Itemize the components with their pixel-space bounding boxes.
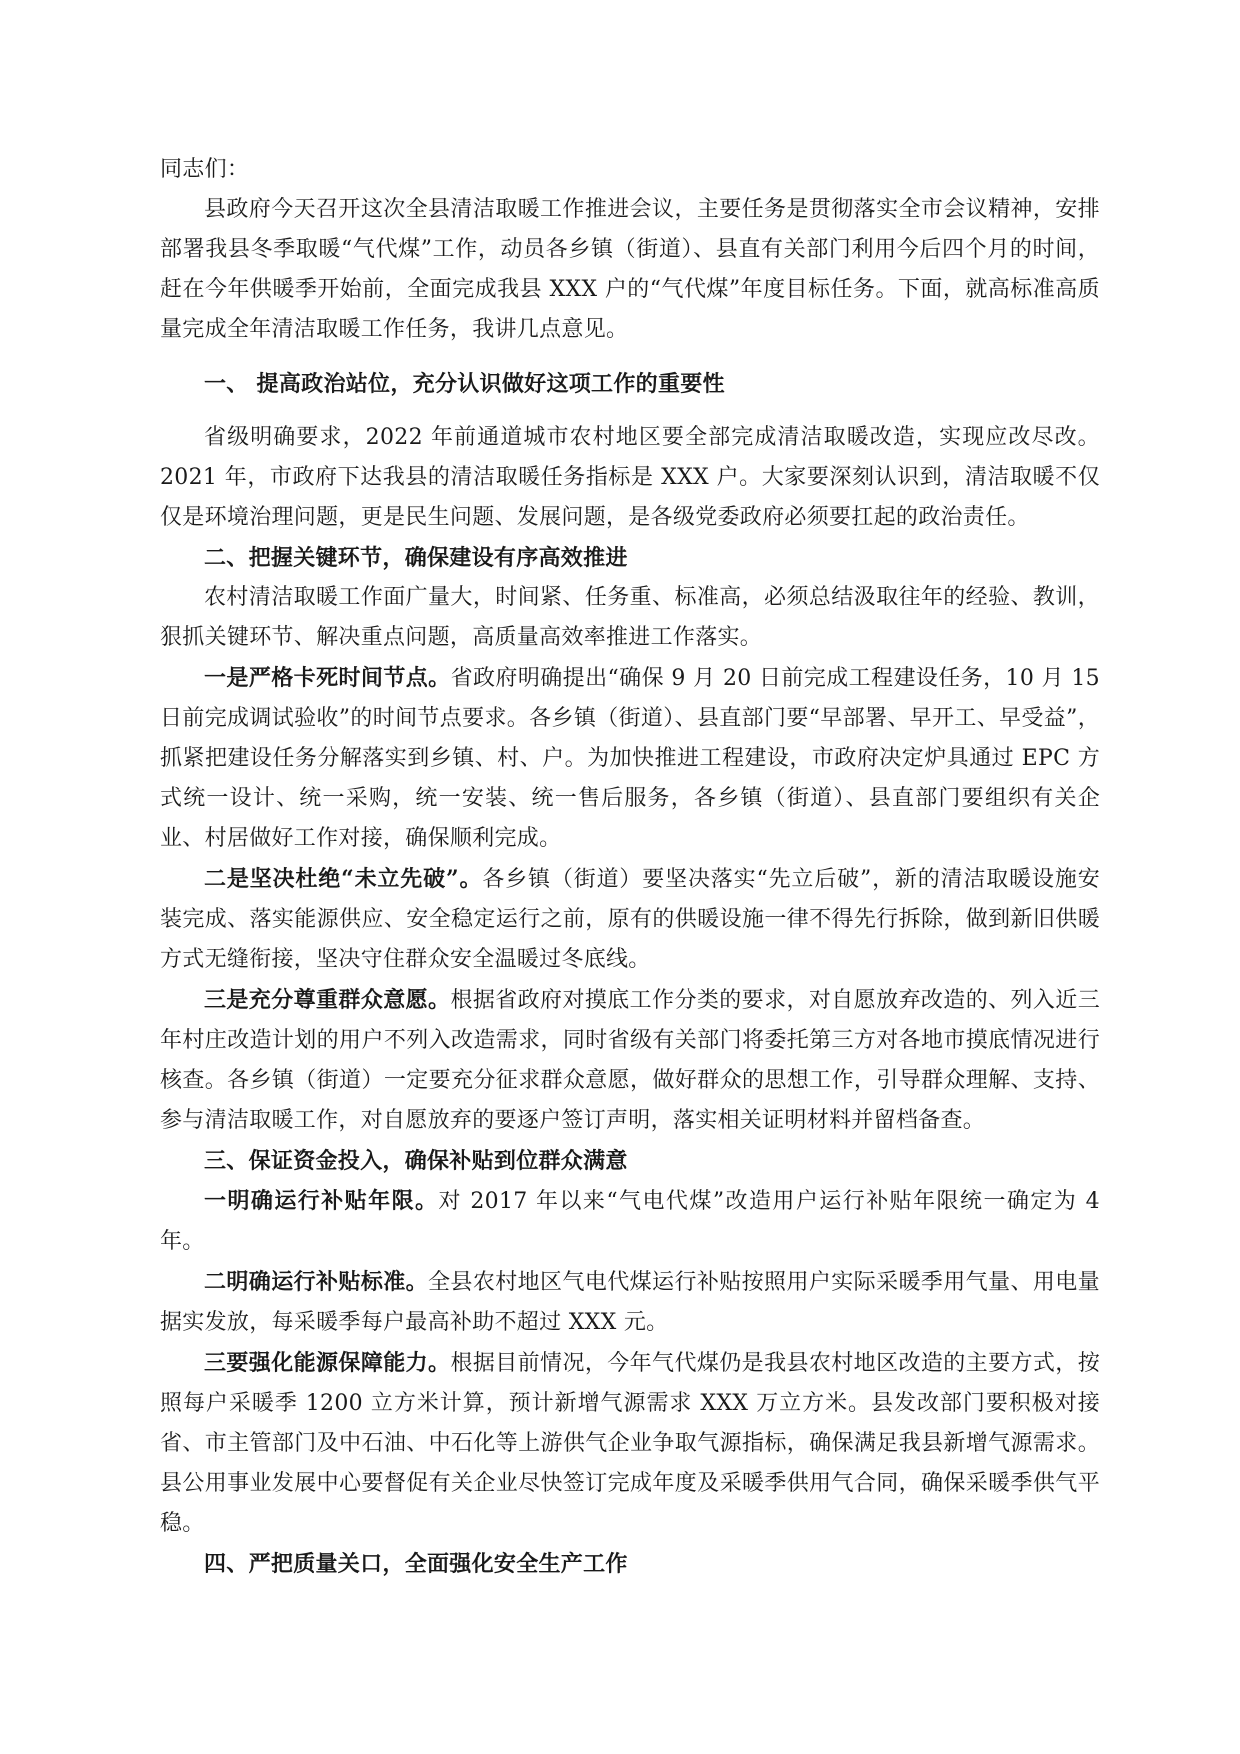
section-2-item-2 (160, 859, 1100, 980)
item-lead: 二是坚决杜绝“未立先破”。 (204, 866, 483, 892)
item-lead: 三是充分尊重群众意愿。 (204, 987, 451, 1013)
section-1-heading: 一、 提高政治站位，充分认识做好这项工作的重要性 (204, 371, 725, 397)
item-text: 对 2017 年以来“气电代煤”改造用户运行补贴年限统一确定为 4 年。 (160, 1189, 1100, 1254)
item-lead: 一明确运行补贴年限。 (204, 1188, 439, 1214)
section-3-item-3 (160, 1343, 1100, 1544)
section-1-paragraph: 省级明确要求，2022 年前通道城市农村地区要全部完成清洁取暖改造，实现应改尽改。2021 年，市政府下达我县的清洁取暖任务指标是 XXX 户。大家要深刻认识到，清洁取暖不仅仅是环境治理问题，更是民生问题、发展问题，是各级党委政府必须要扛起的政治责任。 (160, 425, 1100, 530)
item-lead: 二明确运行补贴标准。 (204, 1269, 429, 1295)
section-2-item-3 (160, 980, 1100, 1141)
section-3-item-1 (160, 1181, 1100, 1262)
item-text: 全县农村地区气电代煤运行补贴按照用户实际采暖季用气量、用电量据实发放，每采暖季每户最高补助不超过 XXX 元。 (160, 1270, 1100, 1335)
greeting: 同志们： (160, 157, 250, 182)
section-3-heading: 三、保证资金投入，确保补贴到位群众满意 (204, 1148, 628, 1174)
item-lead: 三要强化能源保障能力。 (204, 1350, 451, 1376)
item-text: 省政府明确提出“确保 9 月 20 日前完成工程建设任务，10 月 15 日前完成调试验收”的时间节点要求。各乡镇（街道）、县直部门要“早部署、早开工、早受益”，抓紧把建设任务分解落实到乡镇、村、户。为加快推进工程建设，市政府决定炉具通过 EPC 方式统一设计、统一采购，统一安装、统一售后服务，各乡镇（街道）、县直部门要组织有关企业、村居做好工作对接，确保顺利完成。 (160, 666, 1100, 851)
item-text: 根据省政府对摸底工作分类的要求，对自愿放弃改造的、列入近三年村庄改造计划的用户不列入改造需求，同时省级有关部门将委托第三方对各地市摸底情况进行核查。各乡镇（街道）一定要充分征求群众意愿，做好群众的思想工作，引导群众理解、支持、参与清洁取暖工作，对自愿放弃的要逐户签订声明，落实相关证明材料并留档备查。 (160, 988, 1100, 1133)
section-2-heading: 二、把握关键环节，确保建设有序高效推进 (204, 545, 628, 571)
section-3-item-2 (160, 1262, 1100, 1343)
section-2-paragraph: 农村清洁取暖工作面广量大，时间紧、任务重、标准高，必须总结汲取往年的经验、教训，狠抓关键环节、解决重点问题，高质量高效率推进工作落实。 (160, 585, 1100, 650)
item-text: 根据目前情况，今年气代煤仍是我县农村地区改造的主要方式，按照每户采暖季 1200 立方米计算，预计新增气源需求 XXX 万立方米。县发改部门要积极对接省、市主管部门及中石油、中石化等上游供气企业争取气源指标，确保满足我县新增气源需求。县公用事业发展中心要督促有关企业尽快签订完成年度及采暖季供用气合同，确保采暖季供气平稳。 (160, 1351, 1100, 1536)
item-text: 各乡镇（街道）要坚决落实“先立后破”，新的清洁取暖设施安装完成、落实能源供应、安全稳定运行之前，原有的供暖设施一律不得先行拆除，做到新旧供暖方式无缝衔接，坚决守住群众安全温暖过冬底线。 (160, 867, 1100, 972)
document-page (160, 150, 1100, 1584)
section-2-item-1 (160, 658, 1100, 859)
item-lead: 一是严格卡死时间节点。 (204, 665, 451, 691)
intro-paragraph: 县政府今天召开这次全县清洁取暖工作推进会议，主要任务是贯彻落实全市会议精神，安排部署我县冬季取暖“气代煤”工作，动员各乡镇（街道）、县直有关部门利用今后四个月的时间，赶在今年供暖季开始前，全面完成我县 XXX 户的“气代煤”年度目标任务。下面，就高标准高质量完成全年清洁取暖工作任务，我讲几点意见。 (160, 197, 1100, 342)
section-4-heading: 四、严把质量关口，全面强化安全生产工作 (204, 1551, 628, 1577)
